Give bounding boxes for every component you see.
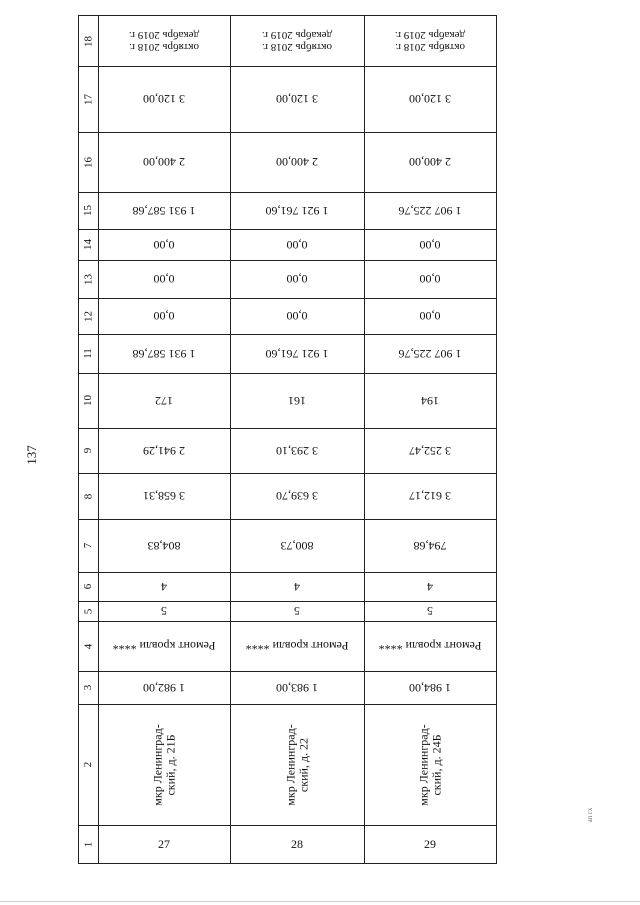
cell-field-15: 1 931 587,68 (132, 204, 196, 218)
cell-field-8: 3 658,31 (143, 489, 185, 504)
cell-field-14: 0,00 (419, 238, 441, 252)
header-field-number: 4 (82, 643, 94, 649)
bottom-rule (0, 901, 640, 902)
header-field-number: 14 (82, 239, 94, 250)
cell-address: мкр Ленинград- ский, д. 21Б (150, 723, 177, 806)
cell-field-13: 0,00 (419, 272, 441, 287)
cell-field-6: 4 (427, 580, 433, 594)
cell-field-8: 3 612,17 (409, 489, 451, 504)
cell-num: 28 (291, 836, 303, 851)
cell-field-12: 0,00 (419, 309, 441, 324)
cell-field-8: 3 639,70 (276, 489, 318, 504)
cell-address: мкр Ленинград- ский, д. 24Б (416, 723, 443, 806)
cell-field-15: 1 907 225,76 (398, 204, 462, 218)
cell-field-9: 3 252,47 (409, 444, 451, 458)
footer-mark: ап гх (586, 807, 594, 823)
cell-field-17: 3 120,00 (143, 92, 185, 107)
cell-field-17: 3 120,00 (276, 92, 318, 107)
header-field-number: 18 (82, 35, 94, 47)
cell-work: Ремонт кровли **** (245, 639, 349, 654)
cell-field-14: 0,00 (286, 238, 308, 252)
cell-field-11: 1 931 587,68 (132, 347, 196, 361)
header-field-number: 17 (82, 93, 94, 105)
header-field-number: 5 (82, 608, 94, 614)
cell-num: 29 (424, 836, 436, 851)
cell-year: 1 983,00 (276, 681, 318, 695)
cell-field-5: 5 (294, 604, 300, 619)
header-field-number: 12 (82, 310, 94, 322)
cell-work: Ремонт кровли **** (378, 639, 482, 654)
cell-field-13: 0,00 (153, 272, 175, 287)
header-field-number: 2 (82, 761, 94, 768)
cell-field-7: 800,73 (280, 539, 314, 553)
cell-field-11: 1 921 761,60 (265, 347, 329, 361)
cell-field-18: октябрь 2018 г. декабрь 2019 г. (261, 29, 333, 53)
cell-field-9: 3 293,10 (276, 444, 318, 458)
cell-field-10: 194 (421, 394, 439, 408)
cell-field-9: 2 941,29 (143, 444, 185, 458)
cell-field-18: октябрь 2018 г. декабрь 2019 г. (394, 29, 466, 53)
cell-field-17: 3 120,00 (409, 92, 451, 107)
header-field-number: 15 (82, 205, 94, 216)
header-field-number: 16 (82, 156, 94, 168)
page-number: 137 (24, 445, 39, 465)
cell-field-10: 172 (155, 394, 173, 408)
cell-work: Ремонт кровли **** (112, 639, 216, 654)
cell-field-16: 2 400,00 (276, 155, 318, 170)
cell-field-6: 4 (294, 580, 300, 594)
header-field-number: 1 (82, 841, 94, 847)
cell-field-5: 5 (161, 604, 167, 619)
cell-field-7: 804,83 (147, 539, 181, 553)
cell-field-12: 0,00 (153, 309, 175, 324)
header-field-number: 10 (82, 395, 94, 406)
cell-field-12: 0,00 (286, 309, 308, 324)
cell-field-18: октябрь 2018 г. декабрь 2019 г. (128, 29, 200, 53)
cell-field-11: 1 907 225,76 (398, 347, 462, 361)
cell-field-10: 161 (288, 394, 306, 408)
cell-field-16: 2 400,00 (409, 155, 451, 170)
header-field-number: 3 (82, 684, 94, 691)
cell-year: 1 982,00 (143, 681, 185, 695)
header-field-number: 7 (82, 542, 94, 549)
cell-field-13: 0,00 (286, 272, 308, 287)
cell-year: 1 984,00 (409, 681, 451, 695)
cell-num: 27 (158, 836, 170, 851)
cell-field-6: 4 (161, 580, 167, 594)
header-field-number: 9 (82, 447, 94, 454)
cell-field-16: 2 400,00 (143, 155, 185, 170)
cell-address: мкр Ленинград- ский, д. 22 (283, 723, 310, 806)
header-field-number: 8 (82, 493, 94, 499)
header-field-number: 11 (82, 348, 94, 359)
header-field-number: 6 (82, 583, 94, 590)
cell-field-14: 0,00 (153, 238, 175, 252)
cell-field-7: 794,68 (413, 539, 447, 553)
cell-field-5: 5 (427, 604, 433, 619)
header-field-number: 13 (82, 273, 94, 285)
cell-field-15: 1 921 761,60 (265, 204, 329, 218)
data-table (78, 15, 497, 864)
